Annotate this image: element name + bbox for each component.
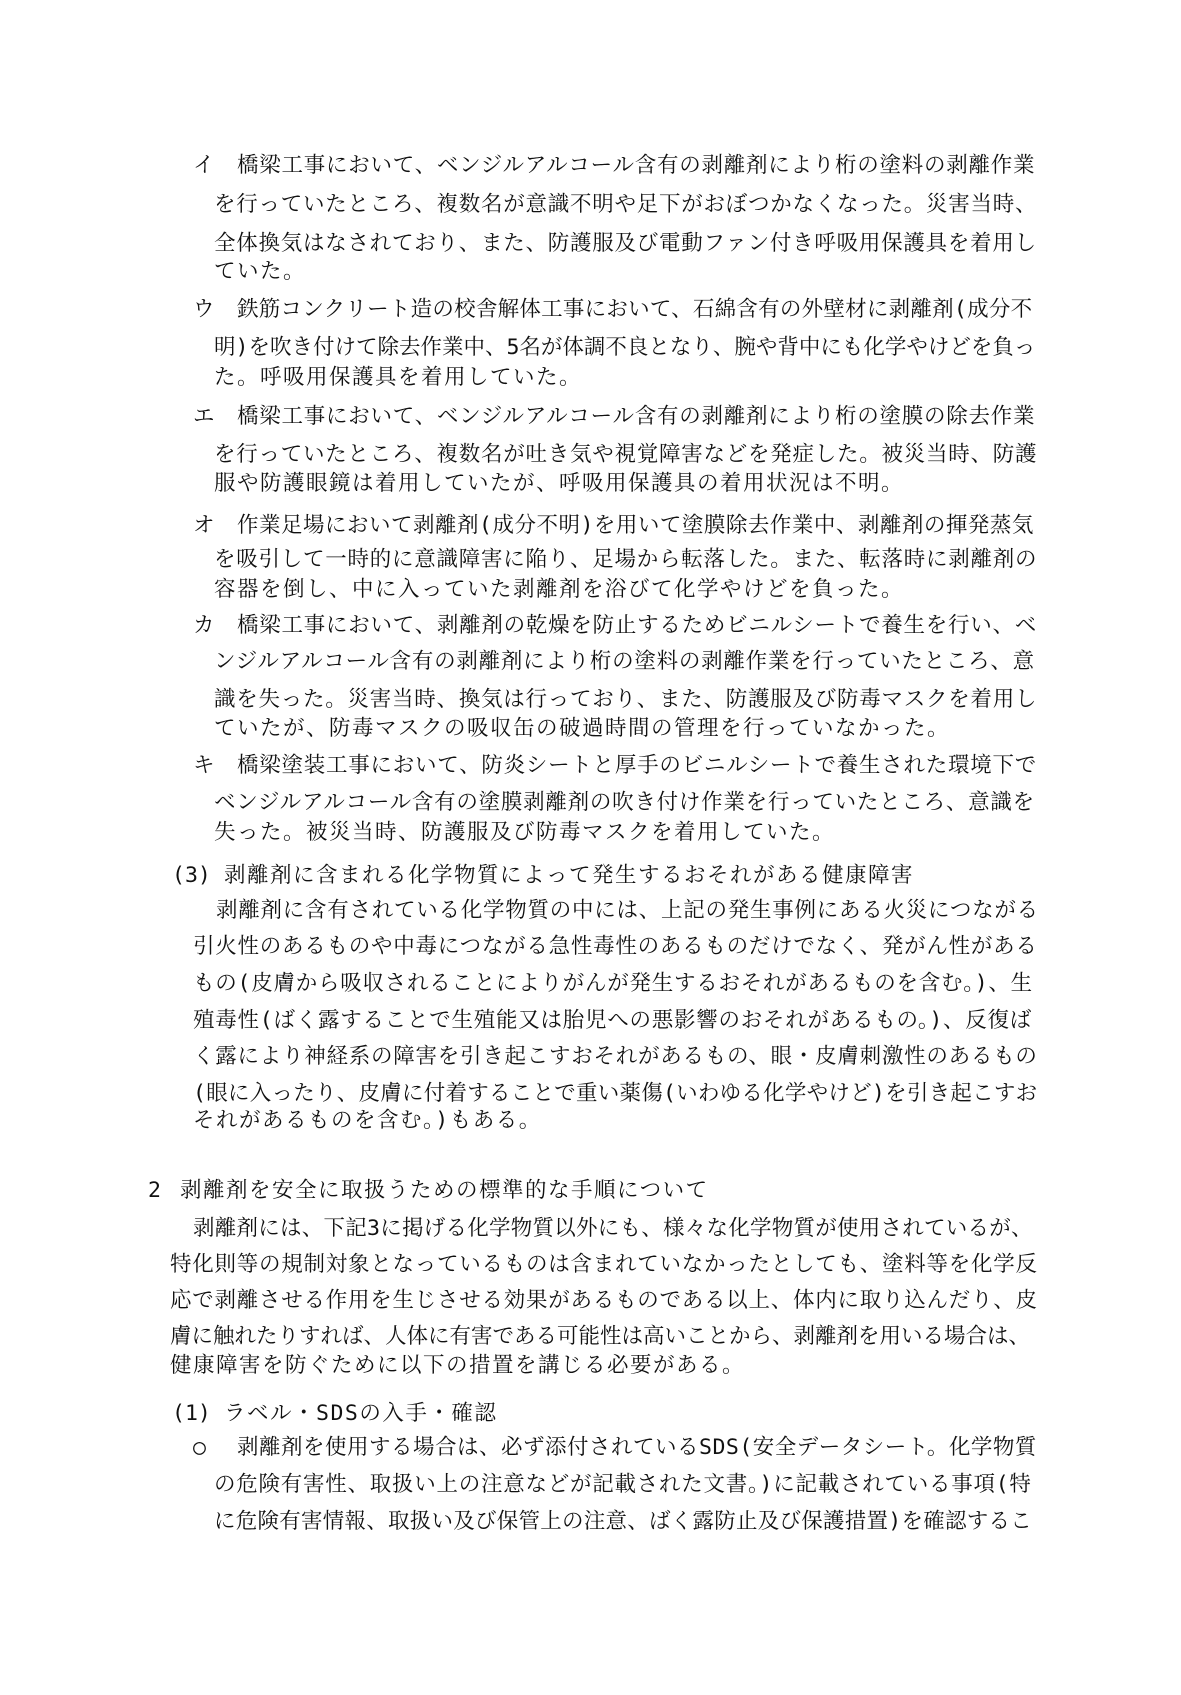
- text-line: ベンジルアルコール含有の塗膜剥離剤の吹き付け作業を行っていたところ、意識を: [214, 790, 1035, 815]
- text-line: (眼に入ったり、皮膚に付着することで重い薬傷(いわゆる化学やけど)を引き起こすお: [193, 1081, 1038, 1106]
- section-heading: 剥離剤に含まれる化学物質によって発生するおそれがある健康障害: [224, 863, 915, 888]
- text-line: 橋梁工事において、ベンジルアルコール含有の剥離剤により桁の塗膜の除去作業: [237, 404, 1036, 429]
- text-line: 殖毒性(ばく露することで生殖能又は胎児への悪影響のおそれがあるもの。)、反復ば: [193, 1008, 1033, 1033]
- text-line: 橋梁塗装工事において、防炎シートと厚手のビニルシートで養生された環境下で: [237, 753, 1038, 778]
- text-line: 全体換気はなされており、また、防護服及び電動ファン付き呼吸用保護具を着用し: [214, 231, 1037, 256]
- text-line: 引火性のあるものや中毒につながる急性毒性のあるものだけでなく、発がん性がある: [193, 934, 1038, 959]
- case-item-marker: エ: [193, 404, 215, 429]
- text-line: ていたが、防毒マスクの吸収缶の破過時間の管理を行っていなかった。: [214, 716, 951, 741]
- text-line: 識を失った。災害当時、換気は行っており、また、防護服及び防毒マスクを着用し: [214, 687, 1038, 712]
- text-line: を行っていたところ、複数名が吐き気や視覚障害などを発症した。被災当時、防護: [214, 442, 1038, 467]
- text-line: く露により神経系の障害を引き起こすおそれがあるもの、眼・皮膚刺激性のあるもの: [193, 1044, 1038, 1069]
- text-line: 服や防護眼鏡は着用していたが、呼吸用保護具の着用状況は不明。: [214, 471, 905, 496]
- text-line: 応で剥離させる作用を生じさせる効果があるものである以上、体内に取り込んだり、皮: [170, 1288, 1038, 1313]
- section-heading: ラベル・SDSの入手・確認: [224, 1401, 498, 1426]
- section-number: (1): [172, 1401, 211, 1426]
- text-line: 剥離剤を使用する場合は、必ず添付されているSDS(安全データシート。化学物質: [237, 1435, 1037, 1460]
- text-line: の危険有害性、取扱い上の注意などが記載された文書。)に記載されている事項(特: [214, 1472, 1032, 1497]
- case-item-marker: キ: [193, 753, 215, 778]
- bullet-marker: ○: [193, 1435, 206, 1460]
- text-line: 剥離剤には、下記3に掲げる化学物質以外にも、様々な化学物質が使用されているが、: [193, 1216, 1033, 1241]
- text-line: 作業足場において剥離剤(成分不明)を用いて塗膜除去作業中、剥離剤の揮発蒸気: [237, 513, 1034, 538]
- case-item-marker: オ: [193, 513, 215, 538]
- case-item-marker: カ: [193, 613, 215, 638]
- section-heading: 剥離剤を安全に取扱うための標準的な手順について: [180, 1178, 709, 1203]
- text-line: 橋梁工事において、剥離剤の乾燥を防止するためビニルシートで養生を行い、ベ: [237, 613, 1038, 638]
- case-item-marker: ウ: [193, 297, 215, 322]
- text-line: に危険有害情報、取扱い及び保管上の注意、ばく露防止及び保護措置)を確認するこ: [214, 1509, 1032, 1534]
- text-line: 特化則等の規制対象となっているものは含まれていなかったとしても、塗料等を化学反: [170, 1252, 1038, 1277]
- text-line: た。呼吸用保護具を着用していた。: [214, 365, 583, 390]
- text-line: を行っていたところ、複数名が意識不明や足下がおぼつかなくなった。災害当時、: [214, 192, 1038, 217]
- text-line: 剥離剤に含有されている化学物質の中には、上記の発生事例にある火災につながる: [216, 898, 1039, 923]
- text-line: 明)を吹き付けて除去作業中、5名が体調不良となり、腕や背中にも化学やけどを負っ: [214, 335, 1036, 360]
- case-item-marker: イ: [193, 153, 215, 178]
- text-line: ていた。: [214, 259, 307, 284]
- section-number: 2: [148, 1178, 161, 1203]
- text-line: 容器を倒し、中に入っていた剥離剤を浴びて化学やけどを負った。: [214, 577, 905, 602]
- text-line: を吸引して一時的に意識障害に陥り、足場から転落した。また、転落時に剥離剤の: [214, 547, 1038, 572]
- text-line: 鉄筋コンクリート造の校舎解体工事において、石綿含有の外壁材に剥離剤(成分不: [237, 297, 1033, 322]
- text-line: ンジルアルコール含有の剥離剤により桁の塗料の剥離作業を行っていたところ、意: [214, 649, 1035, 674]
- section-number: (3): [172, 863, 211, 888]
- text-line: 橋梁工事において、ベンジルアルコール含有の剥離剤により桁の塗料の剥離作業: [237, 153, 1036, 178]
- text-line: それがあるものを含む。)もある。: [193, 1108, 542, 1133]
- text-line: もの(皮膚から吸収されることによりがんが発生するおそれがあるものを含む。)、生: [193, 971, 1033, 996]
- text-line: 失った。被災当時、防護服及び防毒マスクを着用していた。: [214, 820, 836, 845]
- text-line: 健康障害を防ぐために以下の措置を講じる必要がある。: [170, 1353, 746, 1378]
- text-line: 膚に触れたりすれば、人体に有害である可能性は高いことから、剥離剤を用いる場合は、: [170, 1324, 1031, 1349]
